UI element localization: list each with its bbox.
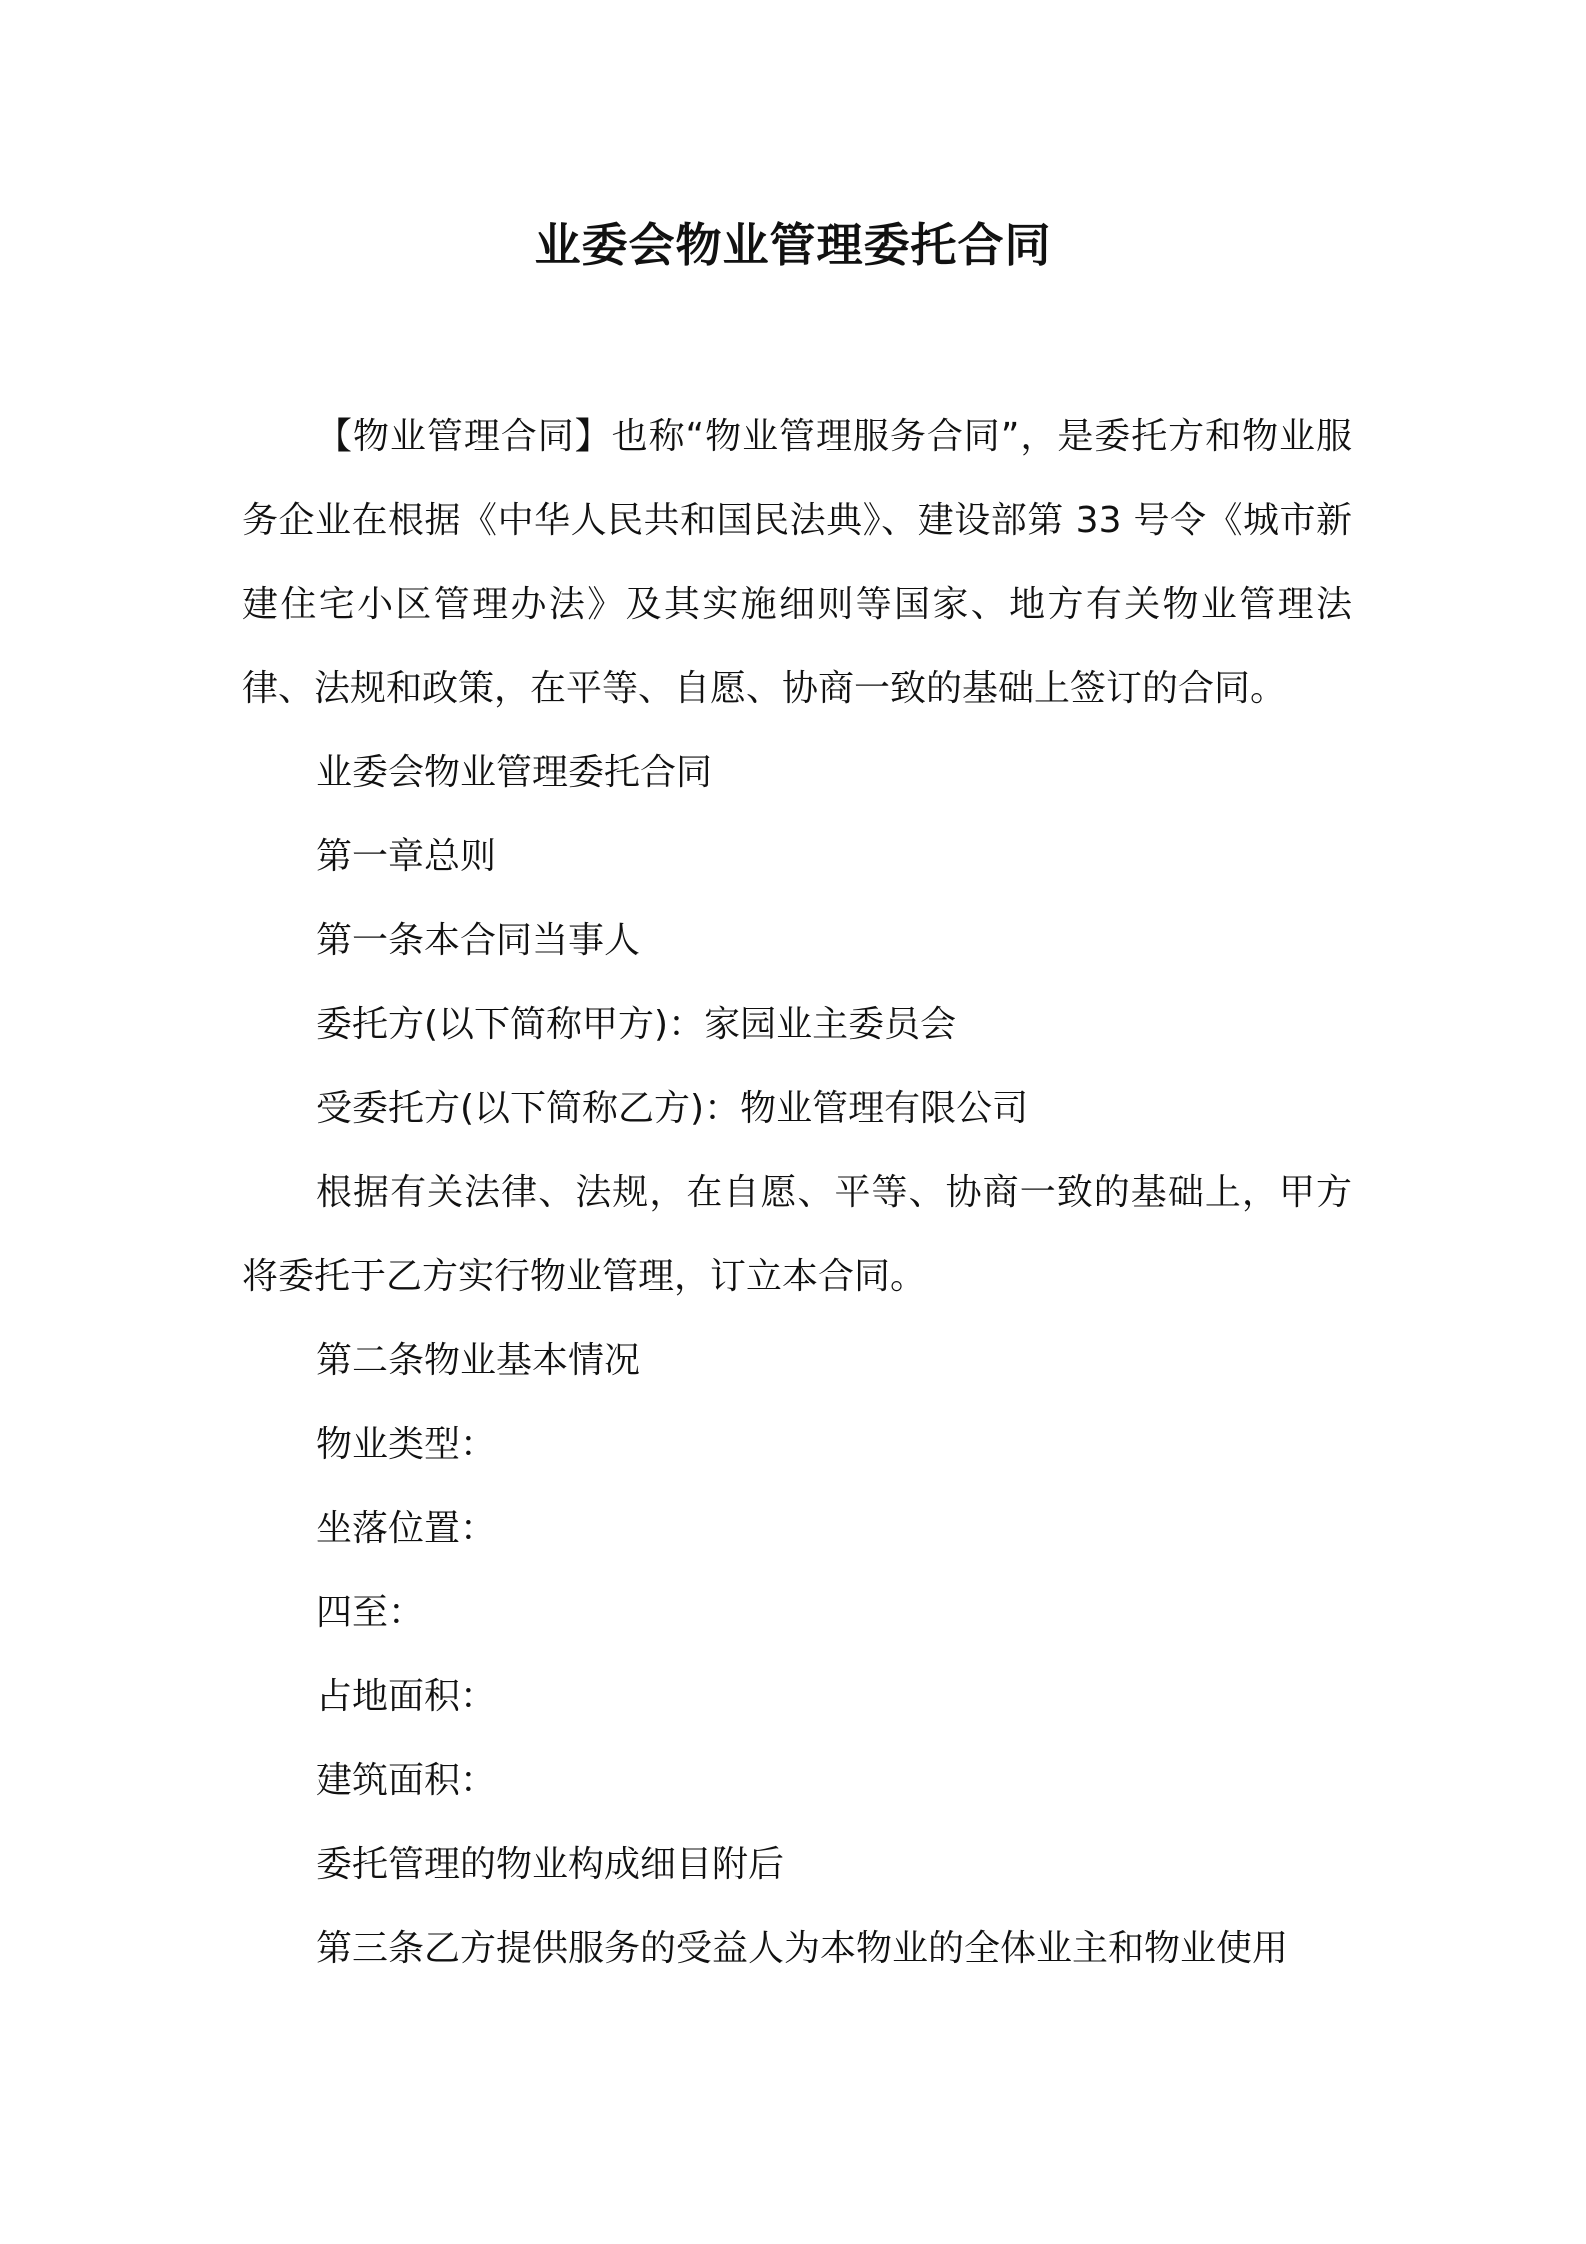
building-area-field: 建筑面积：: [316, 1760, 497, 1801]
intro-paragraph: 【物业管理合同】也称“物业管理服务合同”，是委托方和物业服务企业在根据《中华人民共和国民法典》、建设部第 33 号令《城市新建住宅小区管理办法》及其实施细则等国家、地方有关物业管理法律、法规和政策，在平等、自愿、协商一致的基础上签订的合同。: [242, 416, 1352, 709]
article-3-line: 第三条乙方提供服务的受益人为本物业的全体业主和物业使用: [316, 1928, 1289, 1969]
location-field: 坐落位置：: [316, 1508, 497, 1549]
boundaries-field: 四至：: [316, 1592, 425, 1633]
article-1-heading: 第一条本合同当事人: [316, 920, 641, 961]
land-area-field: 占地面积：: [316, 1676, 497, 1717]
agreement-paragraph: 根据有关法律、法规，在自愿、平等、协商一致的基础上，甲方将委托于乙方实行物业管理，订立本合同。: [242, 1172, 1352, 1297]
party-a-line: 委托方(以下简称甲方)：家园业主委员会: [316, 1004, 957, 1045]
contract-heading: 业委会物业管理委托合同: [316, 752, 713, 793]
property-type-field: 物业类型：: [316, 1424, 497, 1465]
document-title: 业委会物业管理委托合同: [534, 218, 1052, 272]
article-2-heading: 第二条物业基本情况: [316, 1340, 641, 1381]
party-b-line: 受委托方(以下简称乙方)：物业管理有限公司: [316, 1088, 1029, 1129]
property-details-note: 委托管理的物业构成细目附后: [316, 1844, 785, 1885]
document-body: [242, 395, 1352, 1991]
chapter-heading: 第一章总则: [316, 836, 497, 877]
